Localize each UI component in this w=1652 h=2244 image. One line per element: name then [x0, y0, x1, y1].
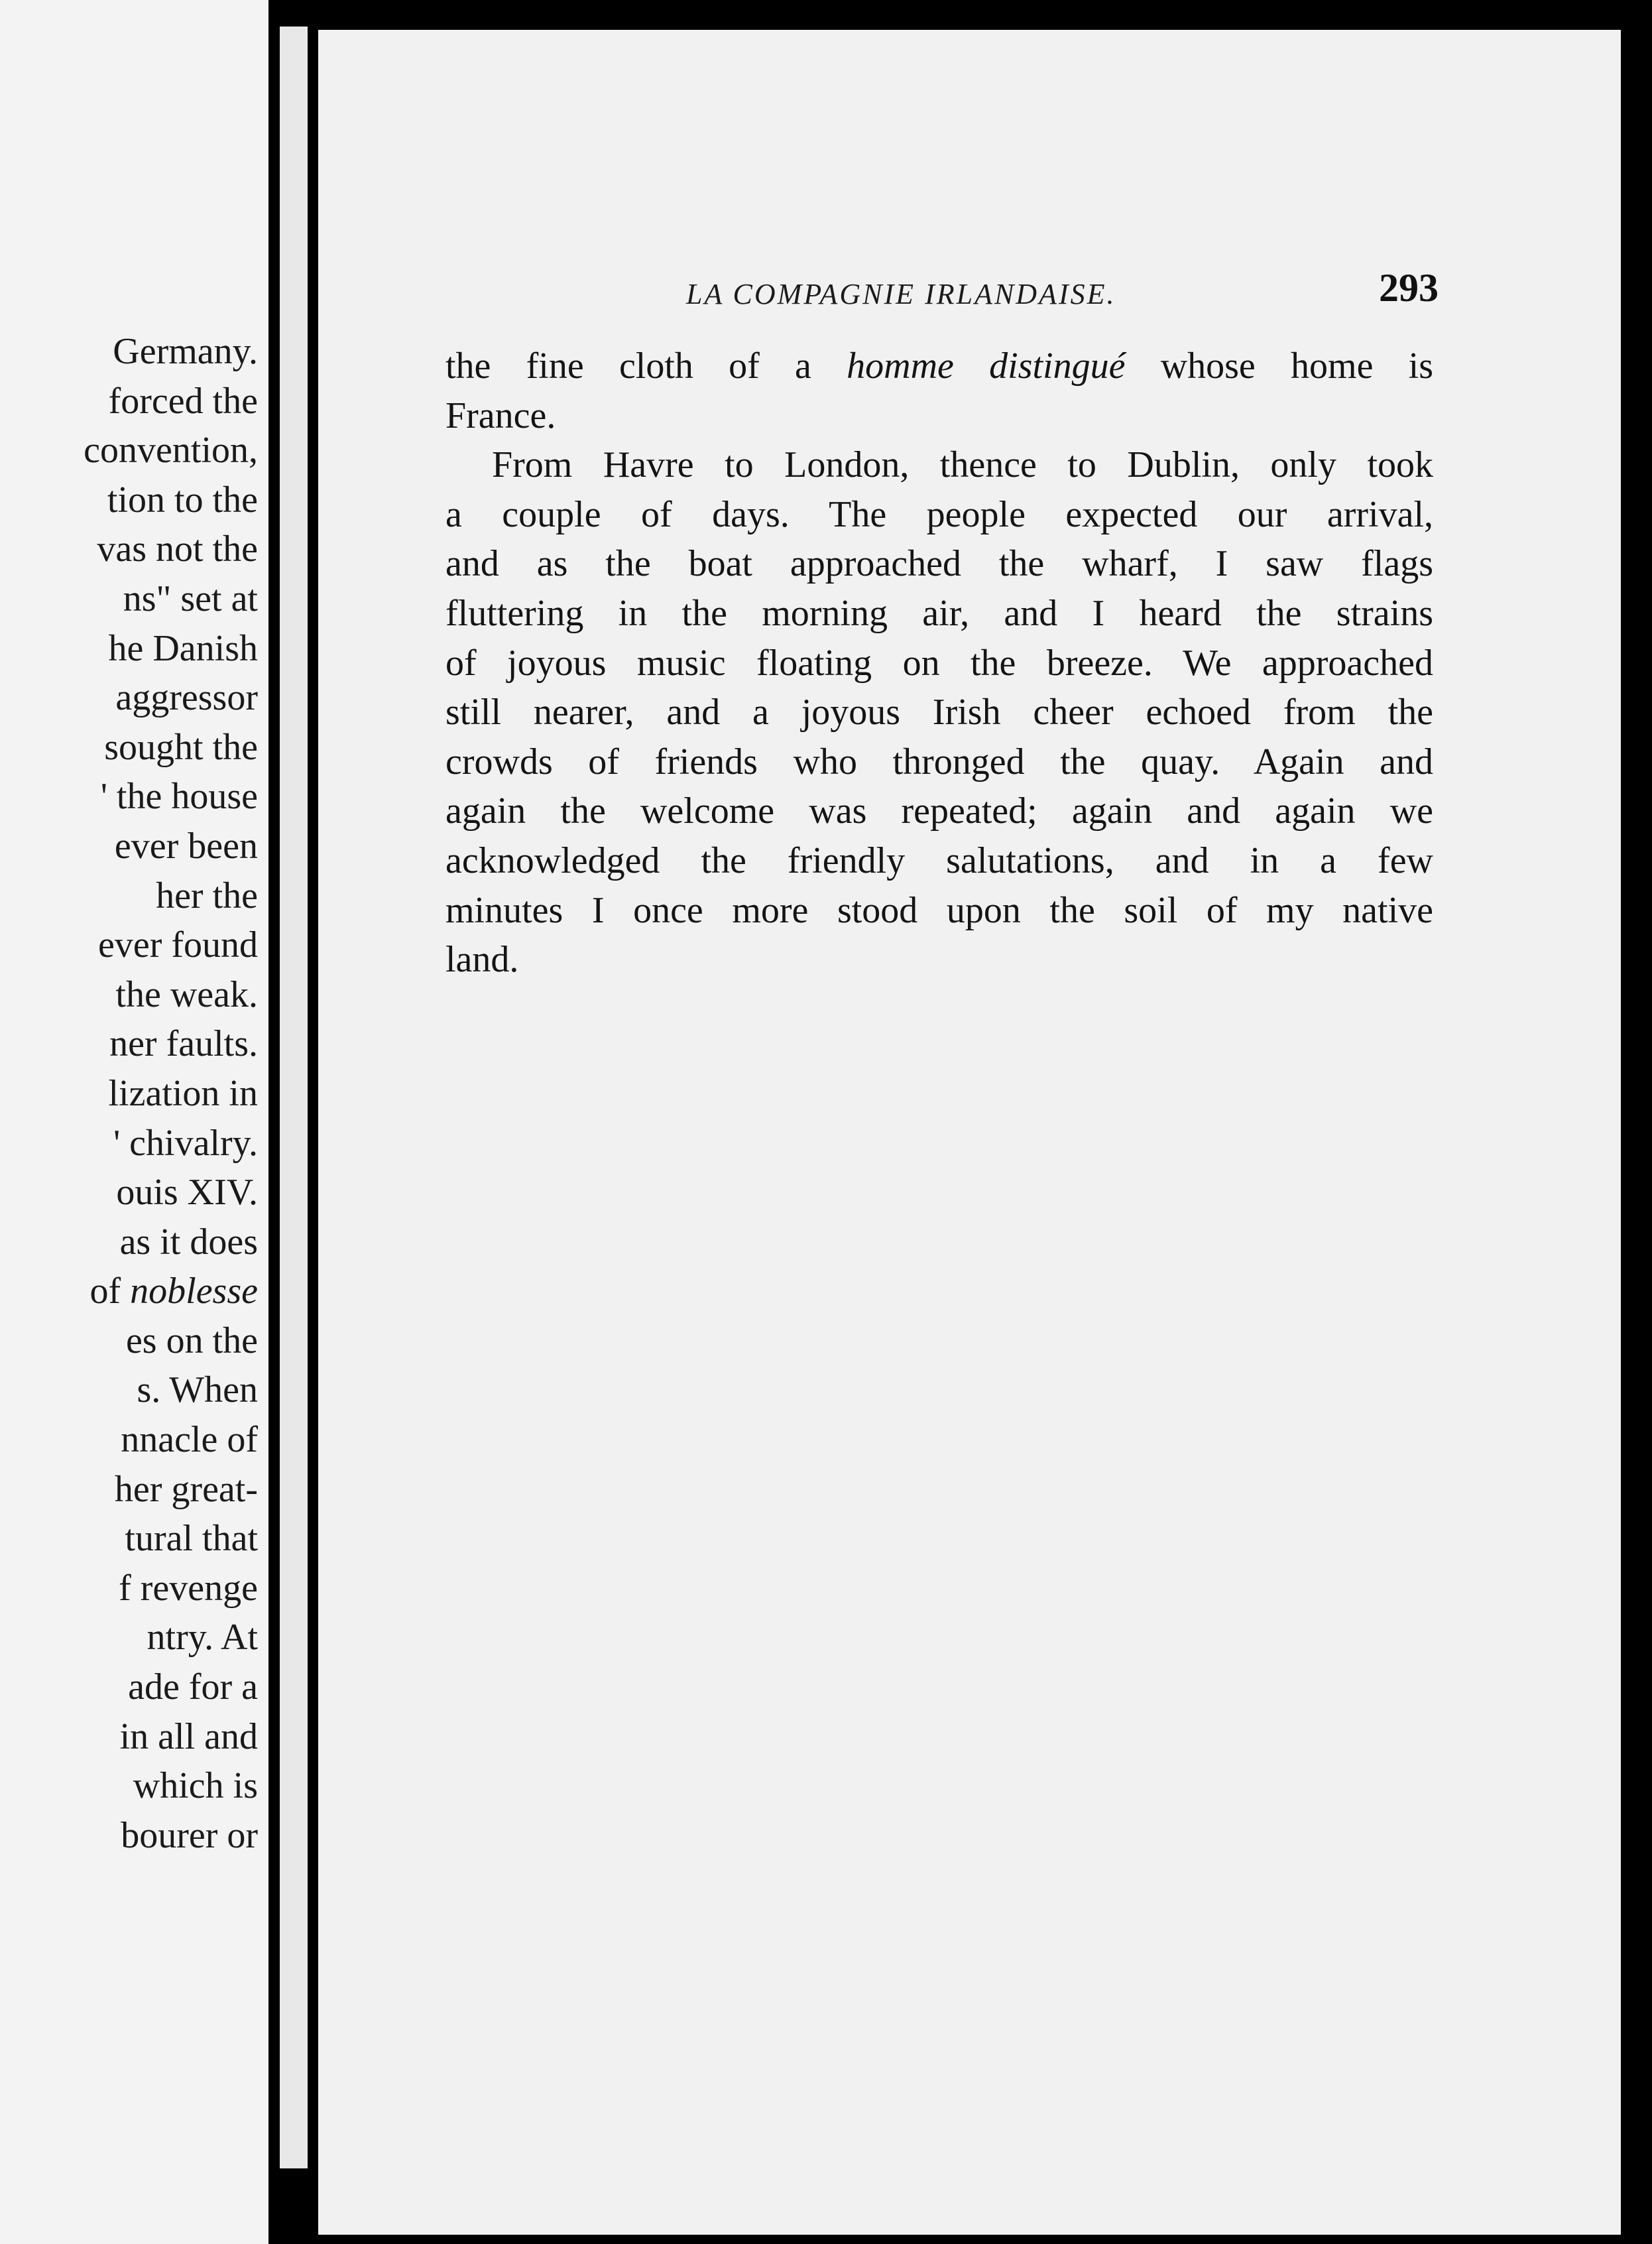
text-line — [445, 342, 1433, 391]
book-page — [318, 30, 1621, 2235]
previous-page-line: s. When — [137, 1369, 258, 1411]
text-line: still nearer, and a joyous Irish cheer echoed from the — [445, 692, 1433, 733]
previous-page-line: her the — [156, 875, 258, 916]
previous-page-text — [6, 327, 258, 1860]
paragraph-first-line: From Havre to London, thence to Dublin, only took — [492, 444, 1433, 486]
italic-phrase: homme distingué — [847, 345, 1126, 387]
previous-page-line: her great- — [114, 1468, 258, 1510]
page-header — [457, 265, 1439, 318]
previous-page-line: tural that — [125, 1518, 258, 1560]
previous-page-line: ade for a — [128, 1666, 258, 1708]
previous-page-line: the weak. — [115, 973, 258, 1015]
text-line: a couple of days. The people expected our arrival, — [445, 493, 1433, 535]
text-line: of joyous music floating on the breeze. We approached — [445, 642, 1433, 684]
previous-page-line: he Danish — [108, 627, 258, 669]
previous-page-line: tion to the — [107, 479, 258, 521]
previous-page-line: sought the — [104, 726, 258, 768]
text-line-pre: the fine cloth of a — [445, 345, 847, 387]
previous-page-fragment — [0, 0, 268, 2244]
previous-page-line: Germany. — [113, 331, 258, 372]
previous-page-line: es on the — [125, 1320, 258, 1361]
previous-page-line: ever been — [114, 825, 258, 867]
text-line: France. — [445, 395, 556, 436]
previous-page-line: as it does — [119, 1221, 258, 1263]
text-line-post: whose home is — [1125, 345, 1434, 387]
running-title: LA COMPAGNIE IRLANDAISE. — [686, 278, 1116, 310]
text-line: land. — [445, 939, 519, 981]
body-text — [445, 342, 1433, 985]
text-line: acknowledged the friendly salutations, and in a few — [445, 840, 1433, 881]
page-edge-strip — [280, 27, 308, 2168]
text-line: again the welcome was repeated; again and again we — [445, 790, 1433, 832]
previous-page-line: which is — [133, 1765, 258, 1807]
previous-page-line: lization in — [108, 1072, 258, 1114]
text-line: and as the boat approached the wharf, I saw flags — [445, 543, 1433, 585]
previous-page-line: aggressor — [115, 677, 258, 719]
previous-page-line: forced the — [108, 380, 258, 422]
text-line: fluttering in the morning air, and I heard the strains — [445, 592, 1433, 634]
previous-page-line: nnacle of — [121, 1419, 258, 1461]
previous-page-line: ouis XIV. — [116, 1172, 258, 1214]
text-line: crowds of friends who thronged the quay. Again and — [445, 741, 1433, 782]
previous-page-line: bourer or — [121, 1814, 258, 1856]
previous-page-line: ner faults. — [109, 1023, 258, 1065]
previous-page-line: ' chivalry. — [113, 1122, 258, 1164]
previous-page-line: f revenge — [119, 1567, 258, 1609]
previous-page-line: vas not the — [97, 529, 258, 570]
previous-page-line: ever found — [97, 924, 258, 966]
previous-page-line-italic: noblesse — [130, 1271, 258, 1312]
previous-page-line: in all and — [119, 1715, 258, 1757]
previous-page-line — [6, 1267, 258, 1316]
previous-page-line: ns" set at — [123, 578, 258, 619]
page-number: 293 — [1379, 266, 1439, 310]
previous-page-line: convention, — [84, 430, 258, 471]
previous-page-line-pre: of — [89, 1271, 131, 1312]
text-line: minutes I once more stood upon the soil of my native — [445, 889, 1433, 931]
previous-page-line: ' the house — [100, 776, 258, 818]
previous-page-line: ntry. At — [147, 1617, 258, 1658]
